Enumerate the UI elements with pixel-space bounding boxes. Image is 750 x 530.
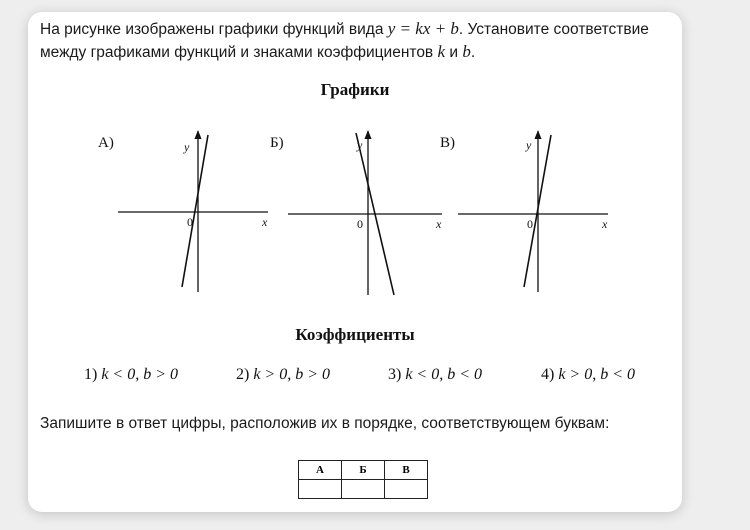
- graph-b-y-label: y: [357, 138, 363, 152]
- coefficient-option-2: 2) k > 0, b > 0: [236, 366, 331, 383]
- answer-table-header-row: [299, 461, 428, 480]
- graph-b-x-label: x: [436, 217, 442, 231]
- statement-text-1: На рисунке изображены графики функций вида: [40, 21, 388, 38]
- answer-cell-c[interactable]: [385, 480, 428, 499]
- graph-b-letter: Б): [270, 135, 284, 151]
- and-word: и: [445, 44, 463, 61]
- problem-card: [28, 12, 682, 512]
- graphs-heading: Графики: [320, 80, 390, 99]
- graph-a-letter: А): [98, 135, 114, 151]
- formula: y = kx + b: [387, 19, 459, 38]
- graph-a-line: [182, 135, 208, 287]
- graph-a-y-label: y: [184, 140, 190, 154]
- graph-a-x-label: x: [262, 215, 268, 229]
- statement-text-2: . Установите соответствие между графиками функций и знаками коэффициентов: [40, 21, 649, 61]
- graph-b-origin: 0: [357, 217, 363, 231]
- graph-c-origin: 0: [527, 217, 533, 231]
- answer-table: [298, 460, 428, 499]
- coefficients-heading: Коэффициенты: [295, 325, 415, 344]
- graph-c: [456, 127, 616, 307]
- answer-instruction: Запишите в ответ цифры, расположив их в порядке, соответствующем буквам:: [40, 415, 610, 432]
- graph-c-letter: В): [440, 135, 455, 151]
- k-variable: k: [437, 42, 446, 61]
- b-variable: b: [462, 42, 471, 61]
- graph-a: [116, 127, 276, 307]
- answer-table-value-row: [299, 480, 428, 499]
- coefficient-option-1: 1) k < 0, b > 0: [84, 366, 179, 383]
- graph-a-origin: 0: [187, 215, 193, 229]
- coefficient-option-4: 4) k > 0, b < 0: [541, 366, 636, 383]
- answer-header-a: А: [299, 461, 342, 480]
- coefficient-option-3: 3) k < 0, b < 0: [388, 366, 483, 383]
- graph-c-y-label: y: [526, 138, 532, 152]
- answer-header-b: Б: [342, 461, 385, 480]
- graph-b: [286, 127, 446, 307]
- answer-cell-a[interactable]: [299, 480, 342, 499]
- graph-c-x-label: x: [602, 217, 608, 231]
- answer-header-c: В: [385, 461, 428, 480]
- period: .: [470, 44, 476, 61]
- answer-cell-b[interactable]: [342, 480, 385, 499]
- problem-statement: [40, 18, 676, 64]
